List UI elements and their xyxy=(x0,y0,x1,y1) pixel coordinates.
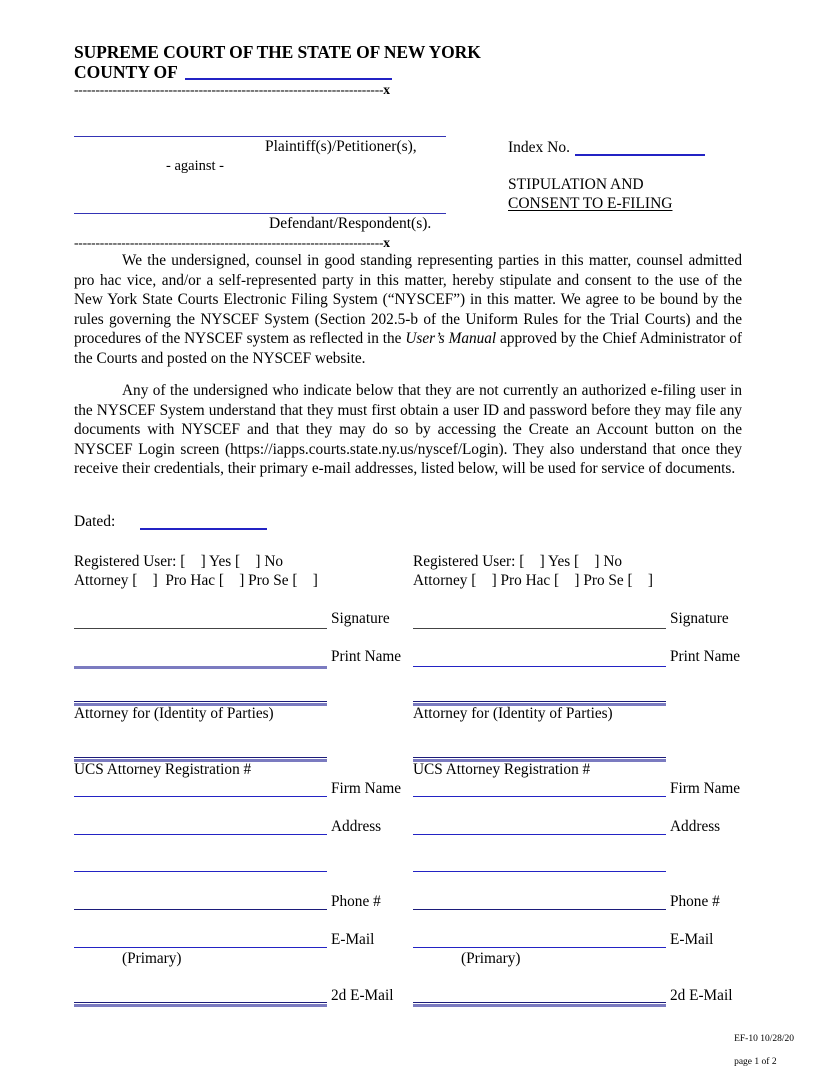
caption-bottom-x: x xyxy=(383,235,390,250)
paragraph-stipulation xyxy=(74,251,742,369)
plaintiff-input-line[interactable] xyxy=(74,136,446,137)
form-id-and-revision xyxy=(734,1034,794,1044)
court-title: SUPREME COURT OF THE STATE OF NEW YORK xyxy=(74,42,481,62)
email-input-line-right[interactable] xyxy=(413,947,666,948)
signature-input-line-left[interactable] xyxy=(74,628,327,629)
email-label-right: E-Mail xyxy=(670,931,714,948)
firm-name-input-line-left[interactable] xyxy=(74,796,327,797)
address-label-right: Address xyxy=(670,818,721,835)
attorney-for-label-left: Attorney for (Identity of Parties) xyxy=(74,705,274,722)
second-email-input-line-left-accent xyxy=(74,1004,327,1007)
caption-top-dashed-rule xyxy=(74,82,390,98)
second-email-input-line-left[interactable] xyxy=(74,1002,327,1003)
phone-label-right: Phone # xyxy=(670,893,720,910)
ucs-registration-input-line-right[interactable] xyxy=(413,757,666,758)
ucs-registration-label-left: UCS Attorney Registration # xyxy=(74,761,252,778)
second-email-label-right: 2d E-Mail xyxy=(670,987,733,1004)
print-name-input-line-left[interactable] xyxy=(74,666,327,669)
document-title-line-2: CONSENT TO E-FILING xyxy=(508,195,673,212)
against-label: - against - xyxy=(166,158,224,174)
page-label: page 1 of 2 xyxy=(734,1056,777,1067)
county-label: COUNTY OF xyxy=(74,62,178,82)
dated-label: Dated: xyxy=(74,513,116,530)
attorney-role-checkboxes-right[interactable]: Attorney [ ] Pro Hac [ ] Pro Se [ ] xyxy=(413,572,654,589)
phone-input-line-left[interactable] xyxy=(74,909,327,910)
attorney-for-label-right: Attorney for (Identity of Parties) xyxy=(413,705,613,722)
print-name-label-right: Print Name xyxy=(670,648,741,665)
email-label-left: E-Mail xyxy=(331,931,375,948)
caption-bottom-dashes: ------------------------------------------------------------------------ xyxy=(74,235,384,250)
index-number-label: Index No. xyxy=(508,139,570,156)
registered-user-checkboxes-left[interactable]: Registered User: [ ] Yes [ ] No xyxy=(74,553,284,570)
phone-input-line-right[interactable] xyxy=(413,909,666,910)
firm-name-input-line-right[interactable] xyxy=(413,796,666,797)
registered-user-checkboxes-right[interactable]: Registered User: [ ] Yes [ ] No xyxy=(413,553,623,570)
county-row xyxy=(74,62,392,83)
address-line-2-input-line-left[interactable] xyxy=(74,871,327,872)
plaintiff-label: Plaintiff(s)/Petitioner(s), xyxy=(265,138,417,155)
email-primary-note-left: (Primary) xyxy=(122,950,182,967)
form-id: EF-10 xyxy=(734,1033,758,1044)
ucs-registration-label-right: UCS Attorney Registration # xyxy=(413,761,591,778)
email-input-line-left[interactable] xyxy=(74,947,327,948)
index-number-input-line[interactable] xyxy=(575,154,705,156)
attorney-for-input-line-right[interactable] xyxy=(413,701,666,702)
second-email-input-line-right-accent xyxy=(413,1004,666,1007)
ucs-registration-input-line-left[interactable] xyxy=(74,757,327,758)
firm-name-label-right: Firm Name xyxy=(670,780,741,797)
print-name-label-left: Print Name xyxy=(331,648,402,665)
address-input-line-right[interactable] xyxy=(413,834,666,835)
second-email-input-line-right[interactable] xyxy=(413,1002,666,1003)
second-email-label-left: 2d E-Mail xyxy=(331,987,394,1004)
print-name-input-line-right[interactable] xyxy=(413,666,666,667)
users-manual-italic: User’s Manual xyxy=(405,330,497,348)
signature-label-left: Signature xyxy=(331,610,390,627)
paragraph-stipulation-part1: We the undersigned, counsel in good standing representing parties in this matter, counsel admitted pro hac vice, and/or a self-represented party in this matter, hereby stipulate and consent to the use of the New York State Courts Electronic Filing System (“NYSCEF”) in this matter. We agree to be bound by the rules governing the NYSCEF System (Section 202.5-b of the Uniform Rules for the Trial Courts) and the procedures of the NYSCEF system as reflected in the xyxy=(74,252,742,348)
dated-input-line[interactable] xyxy=(140,528,267,530)
email-primary-note-right: (Primary) xyxy=(461,950,521,967)
defendant-label: Defendant/Respondent(s). xyxy=(269,215,432,232)
document-footer xyxy=(734,1022,794,1068)
caption-top-dashes: ------------------------------------------------------------------------ xyxy=(74,82,384,97)
phone-label-left: Phone # xyxy=(331,893,381,910)
county-input-line[interactable] xyxy=(185,78,392,80)
caption-top-x: x xyxy=(383,82,390,97)
caption-bottom-dashed-rule xyxy=(74,235,390,251)
firm-name-label-left: Firm Name xyxy=(331,780,402,797)
address-input-line-left[interactable] xyxy=(74,834,327,835)
address-label-left: Address xyxy=(331,818,382,835)
address-line-2-input-line-right[interactable] xyxy=(413,871,666,872)
paragraph-stipulation-part2: approved by the Chief Administrator of the Courts and posted on the NYSCEF website. xyxy=(74,330,742,367)
attorney-role-checkboxes-left[interactable]: Attorney [ ] Pro Hac [ ] Pro Se [ ] xyxy=(74,572,318,589)
document-title-line-1: STIPULATION AND xyxy=(508,176,644,193)
paragraph-registration: Any of the undersigned who indicate below that they are not currently an authorized e-filing user in the NYSCEF System understand that they must first obtain a user ID and password before they may file any documents with NYSCEF and that they may do so by accessing the Create an Account button on the NYSCEF Login screen (https://iapps.courts.state.ny.us/nyscef/Login). They also understand that once they receive their credentials, their primary e-mail addresses, listed below, will be used for service of documents. xyxy=(74,382,742,478)
attorney-for-input-line-left[interactable] xyxy=(74,701,327,702)
revision-date: 10/28/20 xyxy=(760,1033,794,1044)
signature-input-line-right[interactable] xyxy=(413,628,666,629)
signature-label-right: Signature xyxy=(670,610,729,627)
defendant-input-line[interactable] xyxy=(74,213,446,214)
